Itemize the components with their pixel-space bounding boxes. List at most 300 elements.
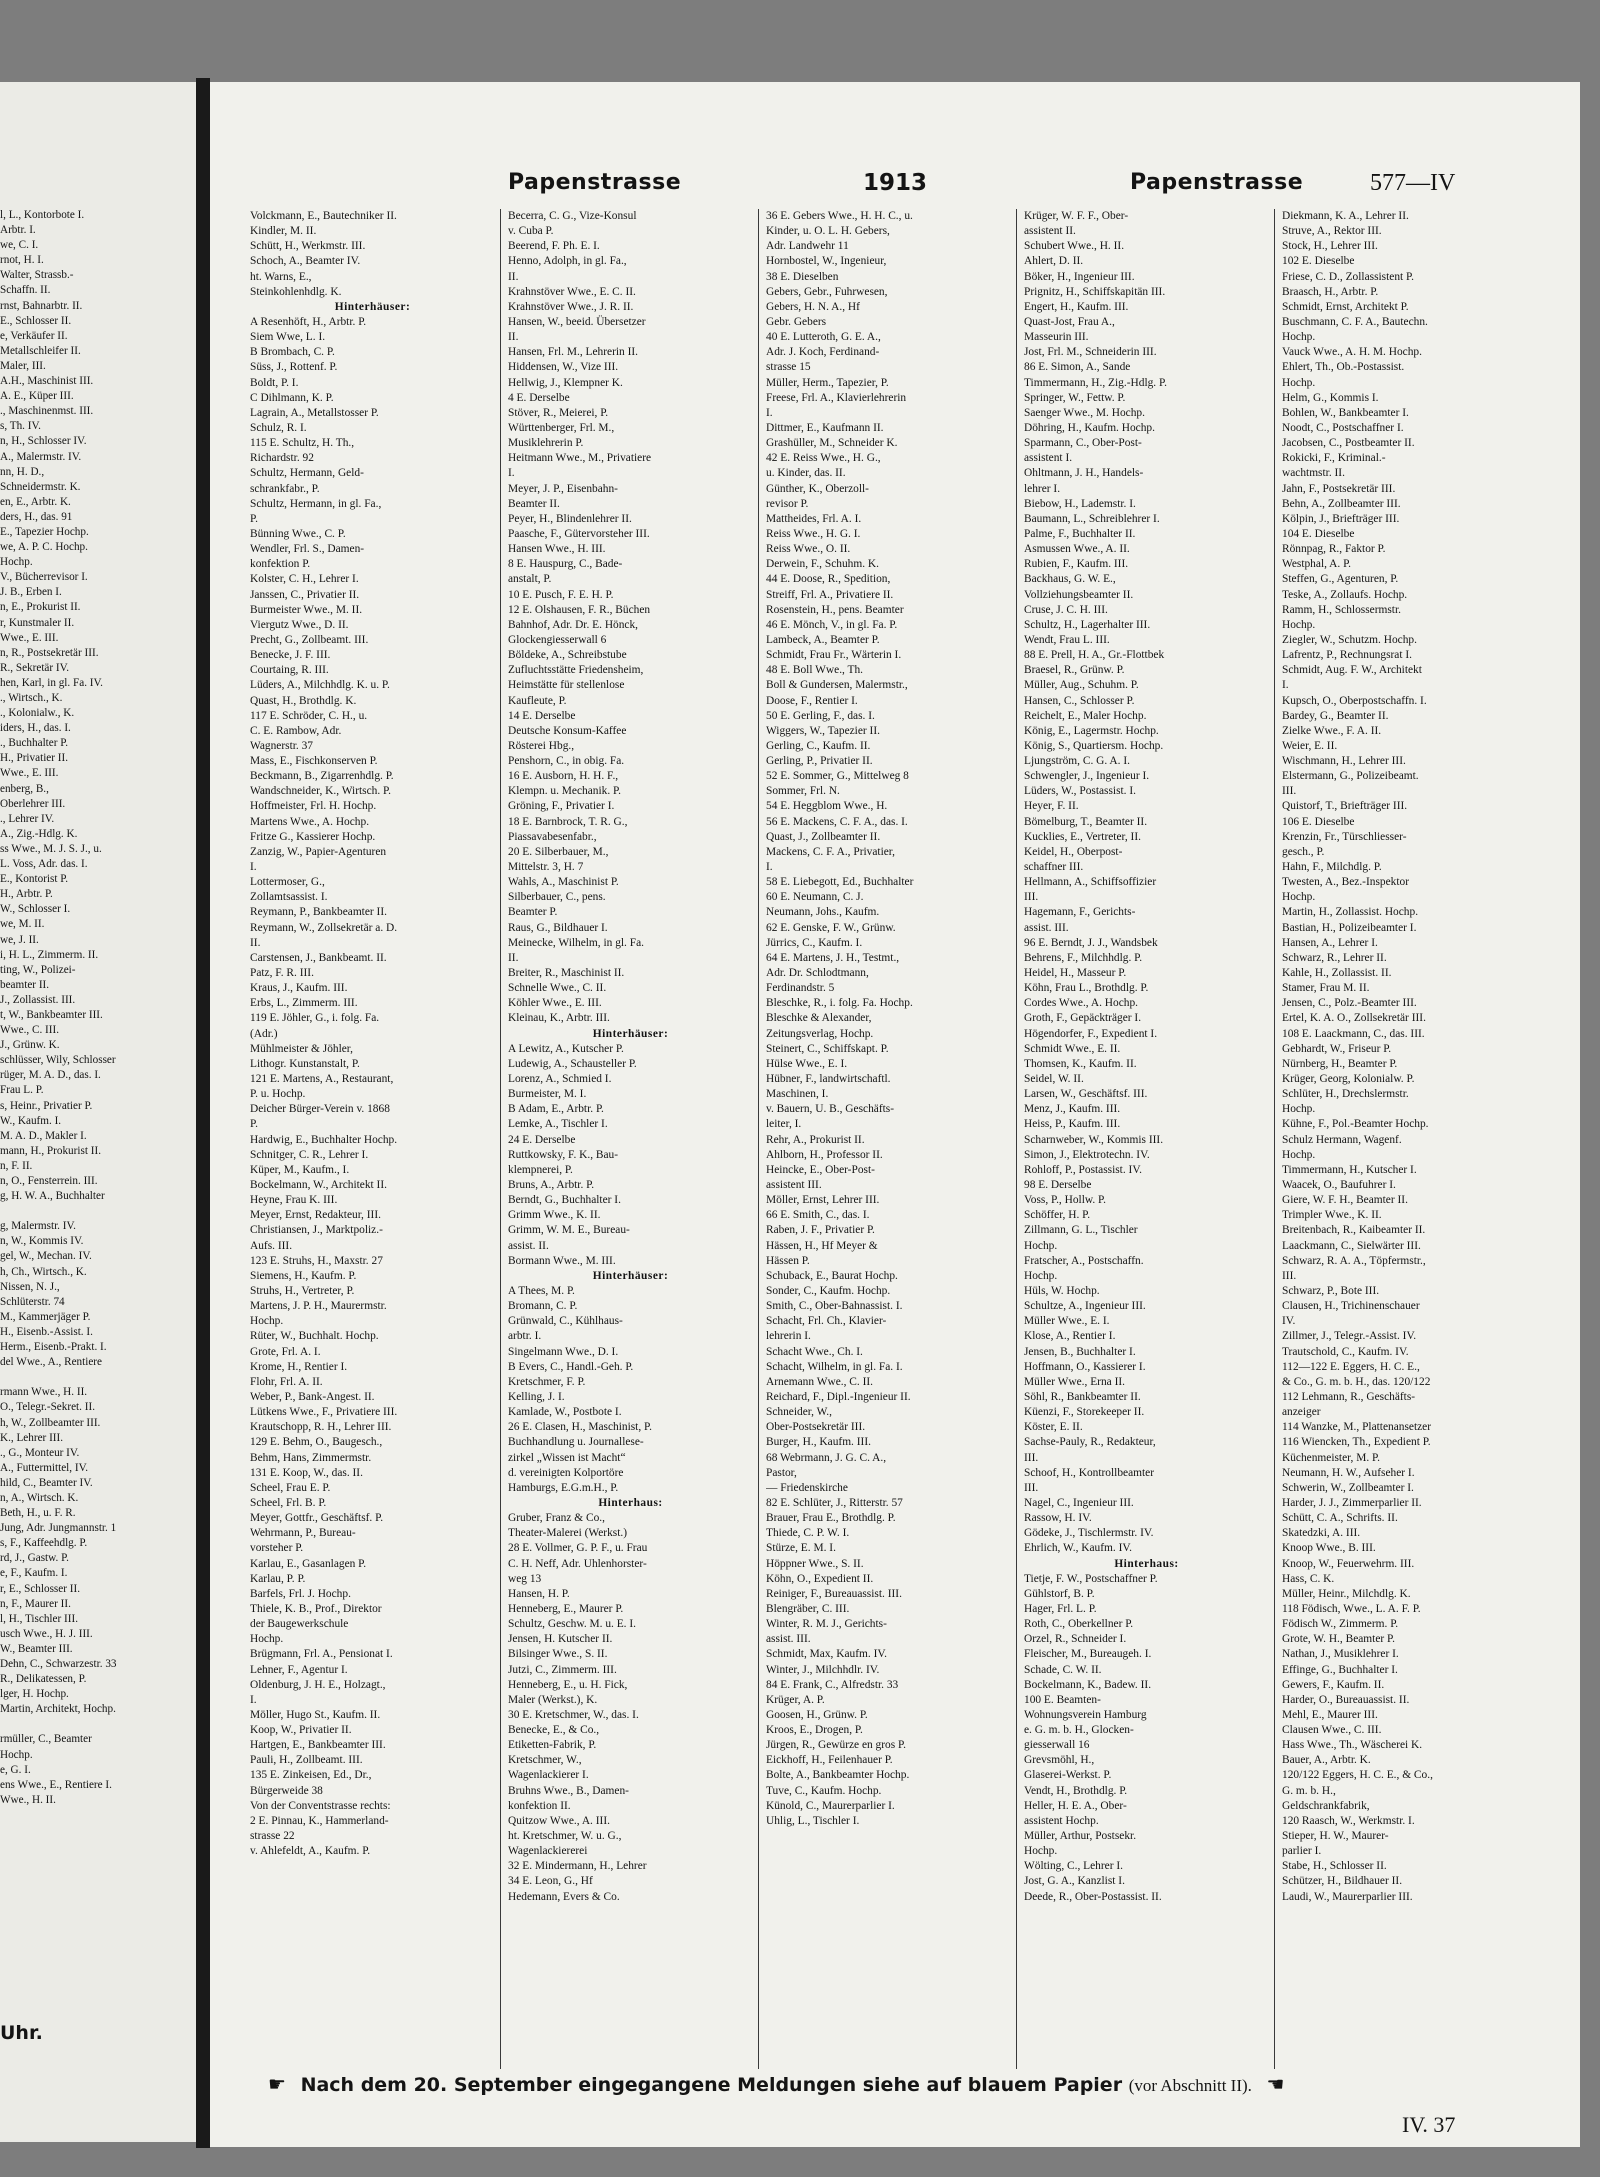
directory-line: 112—122 E. Eggers, H. C. E., <box>1282 1360 1420 1373</box>
directory-page <box>210 82 1580 2147</box>
directory-line: Deutsche Konsum-Kaffee <box>508 724 627 737</box>
directory-line: Erbs, L., Zimmerm. III. <box>250 997 358 1010</box>
directory-line: Hochp. <box>250 1633 284 1646</box>
directory-line: Zillmann, G. L., Tischler <box>1024 1224 1138 1237</box>
directory-line: 40 E. Lutteroth, G. E. A., <box>766 331 881 344</box>
directory-line: Steinkohlenhdlg. K. <box>250 285 342 298</box>
left-page-line: Hochp. <box>0 1748 33 1761</box>
directory-line: Schultz, Hermann, Geld- <box>250 467 364 480</box>
directory-line: A Resenhöft, H., Arbtr. P. <box>250 315 367 328</box>
directory-line: Hinterhäuser: <box>592 1027 669 1040</box>
directory-line: Zillmer, J., Telegr.-Assist. IV. <box>1282 1330 1417 1343</box>
street-name-left: Papenstrasse <box>508 170 682 195</box>
directory-line: Hartgen, E., Bankbeamter III. <box>250 1739 386 1752</box>
directory-line: Heyne, Frau K. III. <box>250 1194 338 1207</box>
directory-line: konfektion II. <box>508 1799 571 1812</box>
directory-line: 129 E. Behm, O., Baugesch., <box>250 1436 383 1449</box>
footer-note-text: Nach dem 20. September eingegangene Meldungen siehe auf blauem Papier <box>300 2074 1123 2096</box>
page-number: IV. 37 <box>1402 2112 1456 2137</box>
directory-line: Steffen, G., Agenturen, P. <box>1282 573 1399 586</box>
directory-line: Arnemann Wwe., C. II. <box>766 1375 874 1388</box>
left-page-line: W., Schlosser I. <box>0 903 71 916</box>
directory-line: Groth, F., Gepäckträger I. <box>1024 1012 1142 1025</box>
directory-line: B Evers, C., Handl.-Geh. P. <box>508 1360 634 1373</box>
directory-line: Wagenlackierer I. <box>508 1769 589 1782</box>
directory-line: Breitenbach, R., Kaibeamter II. <box>1282 1224 1426 1237</box>
directory-line: Hansen, A., Lehrer I. <box>1282 936 1378 949</box>
directory-line: zirkel „Wissen ist Macht“ <box>508 1451 626 1464</box>
directory-line: Lambeck, A., Beamter P. <box>766 633 880 646</box>
left-page-line: Wwe., E. III. <box>0 767 59 780</box>
directory-line: Künold, C., Maurerparlier I. <box>766 1799 895 1812</box>
directory-line: Eickhoff, H., Feilenhauer P. <box>766 1754 893 1767</box>
directory-line: Schwarz, R., Lehrer II. <box>1282 951 1387 964</box>
directory-line: Schade, C. W. II. <box>1024 1663 1102 1676</box>
directory-line: Ehrlich, W., Kaufm. IV. <box>1024 1542 1132 1555</box>
directory-line: Goosen, H., Grünw. P. <box>766 1708 868 1721</box>
directory-line: Schütt, H., Werkmstr. III. <box>250 240 366 253</box>
directory-line: Raben, J. F., Privatier P. <box>766 1224 875 1237</box>
left-page-line: i, H. L., Zimmerm. II. <box>0 948 99 961</box>
directory-line: Beamter P. <box>508 906 558 919</box>
directory-line: Küenzi, F., Storekeeper II. <box>1024 1406 1145 1419</box>
directory-line: Rehr, A., Prokurist II. <box>766 1133 865 1146</box>
directory-line: anstalt, P. <box>508 573 552 586</box>
directory-line: Baumann, L., Schreiblehrer I. <box>1024 512 1160 525</box>
directory-line: A Thees, M. P. <box>508 1284 575 1297</box>
directory-line: III. <box>1024 1451 1039 1464</box>
directory-line: Braasch, H., Arbtr. P. <box>1282 285 1379 298</box>
directory-line: schrankfabr., P. <box>250 482 320 495</box>
directory-line: Wiggers, W., Tapezier II. <box>766 724 880 737</box>
directory-line: 16 E. Ausborn, H. H. F., <box>508 770 619 783</box>
directory-line: III. <box>1024 891 1039 904</box>
directory-line: 68 Webrmann, J. G. C. A., <box>766 1451 887 1464</box>
directory-line: Ferdinandstr. 5 <box>766 982 835 995</box>
left-page-line: enberg, B., <box>0 782 49 795</box>
left-page-line: n, R., Postsekretär III. <box>0 646 99 659</box>
directory-line: v. Cuba P. <box>508 225 554 238</box>
directory-line: Ahlert, D. II. <box>1024 255 1084 268</box>
directory-line: Burmeister Wwe., M. II. <box>250 603 363 616</box>
directory-line: Gödeke, J., Tischlermstr. IV. <box>1024 1527 1154 1540</box>
directory-line: Reichard, F., Dipl.-Ingenieur II. <box>766 1390 911 1403</box>
directory-line: Hinterhäuser: <box>334 300 411 313</box>
directory-line: Gebers, Gebr., Fuhrwesen, <box>766 285 888 298</box>
directory-line: Hansen, Frl. M., Lehrerin II. <box>508 346 639 359</box>
directory-line: Wölting, C., Lehrer I. <box>1024 1860 1124 1873</box>
directory-line: Hansen Wwe., H. III. <box>508 543 606 556</box>
directory-line: Schmidt, Ernst, Architekt P. <box>1282 300 1409 313</box>
directory-line: Biebow, H., Lademstr. I. <box>1024 497 1136 510</box>
directory-line: 121 E. Martens, A., Restaurant, <box>250 1073 394 1086</box>
left-page-line: Walter, Strassb.- <box>0 269 74 282</box>
directory-line: Lütkens Wwe., F., Privatiere III. <box>250 1406 398 1419</box>
directory-line: Fratscher, A., Postschaffn. <box>1024 1254 1144 1267</box>
left-page-line: we, J. II. <box>0 933 39 946</box>
directory-line: Schoch, A., Beamter IV. <box>250 255 361 268</box>
directory-line: Breiter, R., Maschinist II. <box>508 967 625 980</box>
directory-line: Scharnweber, W., Kommis III. <box>1024 1133 1164 1146</box>
directory-line: G. m. b. H., <box>1282 1784 1336 1797</box>
directory-line: Bruhns Wwe., B., Damen- <box>508 1784 629 1797</box>
directory-line: Wehrmann, P., Bureau- <box>250 1527 356 1540</box>
left-page-line: L. Voss, Adr. das. I. <box>0 858 88 871</box>
left-page-line: W., Kaufm. I. <box>0 1114 62 1127</box>
directory-line: Freese, Frl. A., Klavierlehrerin <box>766 391 907 404</box>
left-page-line: ., Kolonialw., K. <box>0 707 75 720</box>
directory-line: Reiss Wwe., H. G. I. <box>766 527 861 540</box>
left-page-line: ., Lehrer IV. <box>0 812 55 825</box>
column-1 <box>250 209 495 2069</box>
directory-line: Hochp. <box>1282 1148 1316 1161</box>
directory-line: Neumann, H. W., Aufseher I. <box>1282 1466 1415 1479</box>
directory-line: Mattheides, Frl. A. I. <box>766 512 862 525</box>
directory-line: C. H. Neff, Adr. Uhlenhorster- <box>508 1557 647 1570</box>
directory-line: C Dihlmann, K. P. <box>250 391 334 404</box>
directory-line: Kolster, C. H., Lehrer I. <box>250 573 359 586</box>
directory-line: Richardstr. 92 <box>250 452 314 465</box>
directory-line: Stöver, R., Meierei, P. <box>508 406 609 419</box>
left-page-line: we, M. II. <box>0 918 45 931</box>
directory-line: Schulz Hermann, Wagenf. <box>1282 1133 1402 1146</box>
directory-line: Hansen, H. P. <box>508 1587 570 1600</box>
directory-line: Kaufleute, P. <box>508 694 567 707</box>
left-page-line: H., Privatier II. <box>0 752 69 765</box>
directory-line: Jutzi, C., Zimmerm. III. <box>508 1663 617 1676</box>
directory-line: Boll & Gundersen, Malermstr., <box>766 679 908 692</box>
left-page-line: iders, H., das. I. <box>0 722 71 735</box>
directory-line: Stabe, H., Schlosser II. <box>1282 1860 1387 1873</box>
directory-line: Gebhardt, W., Friseur P. <box>1282 1042 1392 1055</box>
directory-line: Kretschmer, F. P. <box>508 1375 586 1388</box>
directory-line: Grevsmöhl, H., <box>1024 1754 1095 1767</box>
column-4 <box>1024 209 1269 2069</box>
directory-line: 100 E. Beamten- <box>1024 1693 1101 1706</box>
directory-line: Kahle, H., Zollassist. II. <box>1282 967 1392 980</box>
directory-line: Benecke, E., & Co., <box>508 1724 600 1737</box>
left-page-line: r, Kunstmaler II. <box>0 616 75 629</box>
directory-line: Bastian, H., Polizeibeamter I. <box>1282 921 1417 934</box>
left-page-line: ., Maschinenmst. III. <box>0 405 94 418</box>
left-page-line: Martin, Architekt, Hochp. <box>0 1703 116 1716</box>
directory-line: Meyer, J. P., Eisenbahn- <box>508 482 618 495</box>
directory-line: Bünning Wwe., C. P. <box>250 527 346 540</box>
directory-line: Jensen, B., Buchhalter I. <box>1024 1345 1136 1358</box>
directory-line: Geldschrankfabrik, <box>1282 1799 1370 1812</box>
directory-line: Hahn, F., Milchdlg. P. <box>1282 861 1382 874</box>
directory-line: Maschinen, I. <box>766 1088 829 1101</box>
directory-line: Buschmann, C. F. A., Bautechn. <box>1282 315 1428 328</box>
directory-line: Ehlert, Th., Ob.-Postassist. <box>1282 361 1405 374</box>
directory-line: 119 E. Jöhler, G., i. folg. Fa. <box>250 1012 380 1025</box>
directory-line: Patz, F. R. III. <box>250 967 314 980</box>
footer-note <box>260 2072 1560 2096</box>
directory-line: weg 13 <box>508 1572 542 1585</box>
directory-line: Benecke, J. F. III. <box>250 649 331 662</box>
directory-line: Streiff, Frl. A., Privatiere II. <box>766 588 894 601</box>
directory-line: Lemke, A., Tischler I. <box>508 1118 608 1131</box>
left-page-fragment <box>0 82 198 2142</box>
left-page-line: ., Wirtsch., K. <box>0 692 63 704</box>
directory-line: Jensen, C., Polz.-Beamter III. <box>1282 997 1417 1010</box>
directory-line: Courtaing, R. III. <box>250 664 329 677</box>
directory-line: Böker, H., Ingenieur III. <box>1024 270 1135 283</box>
directory-line: Buchhandlung u. Journallese- <box>508 1436 644 1449</box>
left-page-line: we, A. P. C. Hochp. <box>0 541 88 554</box>
directory-line: Quitzow Wwe., A. III. <box>508 1814 610 1827</box>
directory-line: Glaserei-Werkst. P. <box>1024 1769 1112 1782</box>
directory-line: Timmermann, H., Kutscher I. <box>1282 1163 1417 1176</box>
directory-line: Cruse, J. C. H. III. <box>1024 603 1108 616</box>
directory-line: 42 E. Reiss Wwe., H. G., <box>766 452 881 465</box>
directory-line: 28 E. Vollmer, G. P. F., u. Frau <box>508 1542 648 1555</box>
directory-line: Rüter, W., Buchhalt. Hochp. <box>250 1330 379 1343</box>
directory-line: Bahnhof, Adr. Dr. E. Hönck, <box>508 618 639 631</box>
directory-line: Zeitungsverlag, Hochp. <box>766 1027 874 1040</box>
directory-line: Beckmann, B., Zigarrenhdlg. P. <box>250 770 394 783</box>
directory-line: Hochp. <box>1282 1103 1316 1116</box>
left-page-line: beamter II. <box>0 978 50 991</box>
directory-line: Jost, Frl. M., Schneiderin III. <box>1024 346 1157 359</box>
directory-line: Schacht, Wilhelm, in gl. Fa. I. <box>766 1360 903 1373</box>
directory-line: Nagel, C., Ingenieur III. <box>1024 1496 1134 1509</box>
book-gutter <box>196 78 210 2148</box>
directory-line: Asmussen Wwe., A. II. <box>1024 543 1130 556</box>
directory-line: Skatedzki, A. III. <box>1282 1527 1361 1540</box>
directory-line: Siemens, H., Kaufm. P. <box>250 1269 357 1282</box>
left-page-line: h, W., Zollbeamter III. <box>0 1416 101 1429</box>
directory-line: Müller, Heinr., Milchdlg. K. <box>1282 1587 1411 1600</box>
directory-line: Kelling, J. I. <box>508 1390 565 1403</box>
directory-line: Kühne, F., Pol.-Beamter Hochp. <box>1282 1118 1429 1131</box>
directory-line: 60 E. Neumann, C. J. <box>766 891 864 904</box>
left-page-line: g, H. W. A., Buchhalter <box>0 1190 105 1203</box>
directory-line: Württenberger, Frl. M., <box>508 421 615 434</box>
directory-line: Ramm, H., Schlossermstr. <box>1282 603 1401 616</box>
left-page-line: hen, Karl, in gl. Fa. IV. <box>0 676 103 689</box>
directory-line: Roth, C., Oberkellner P. <box>1024 1618 1134 1631</box>
directory-line: 120 Raasch, W., Werkmstr. I. <box>1282 1814 1415 1827</box>
directory-line: Peyer, H., Blindenlehrer II. <box>508 512 632 525</box>
directory-line: Trimpler Wwe., K. II. <box>1282 1209 1382 1222</box>
left-page-line: A., Zig.-Hdlg. K. <box>0 827 78 840</box>
directory-line: Stieper, H. W., Maurer- <box>1282 1830 1389 1843</box>
directory-line: Helm, G., Kommis I. <box>1282 391 1379 404</box>
left-page-line: s, F., Kaffeehdlg. P. <box>0 1537 88 1550</box>
directory-line: Beamter II. <box>508 497 560 510</box>
directory-line: Westphal, A. P. <box>1282 558 1352 571</box>
directory-line: 102 E. Dieselbe <box>1282 255 1355 268</box>
directory-line: Behm, Hans, Zimmermstr. <box>250 1451 372 1464</box>
directory-line: 64 E. Martens, J. H., Testmt., <box>766 951 900 964</box>
directory-line: Uhlig, L., Tischler I. <box>766 1814 860 1827</box>
directory-line: Hiddensen, W., Vize III. <box>508 361 619 374</box>
left-page-line: E., Schlosser II. <box>0 314 72 327</box>
directory-line: Vollziehungsbeamter II. <box>1024 588 1134 601</box>
directory-line: Gerling, P., Privatier II. <box>766 755 873 768</box>
directory-line: Böldeke, A., Schreibstube <box>508 649 627 662</box>
directory-line: 8 E. Hauspurg, C., Bade- <box>508 558 623 571</box>
left-page-line: Wwe., E. III. <box>0 631 59 644</box>
directory-line: lehrerin I. <box>766 1330 811 1343</box>
directory-line: Brügmann, Frl. A., Pensionat I. <box>250 1648 393 1661</box>
directory-line: Menz, J., Kaufm. III. <box>1024 1103 1121 1116</box>
directory-line: Sparmann, C., Ober-Post- <box>1024 437 1142 450</box>
directory-line: Adr. Landwehr 11 <box>766 240 849 253</box>
directory-line: Behrens, F., Milchhdlg. P. <box>1024 951 1143 964</box>
directory-line: Singelmann Wwe., D. I. <box>508 1345 619 1358</box>
left-page-line: n, F. II. <box>0 1159 33 1172</box>
directory-line: 12 E. Olshausen, F. R., Büchen <box>508 603 651 616</box>
directory-line: Musiklehrerin P. <box>508 437 584 450</box>
left-page-line: J., Grünw. K. <box>0 1039 60 1052</box>
directory-line: Hansen, W., beeid. Übersetzer <box>508 315 646 328</box>
directory-line: Gebers, H. N. A., Hf <box>766 300 860 313</box>
directory-line: leiter, I. <box>766 1118 802 1131</box>
directory-line: Ober-Postsekretär III. <box>766 1421 866 1434</box>
directory-line: Maler (Werkst.), K. <box>508 1693 598 1706</box>
directory-line: Grimm, W. M. E., Bureau- <box>508 1224 630 1237</box>
directory-line: Quast-Jost, Frau A., <box>1024 315 1115 328</box>
left-page-line: we, C. I. <box>0 239 39 252</box>
pointing-hand-icon: ☚ <box>1266 2072 1285 2096</box>
directory-line: Krüger, W. F. F., Ober- <box>1024 210 1129 222</box>
directory-line: Heidel, H., Masseur P. <box>1024 967 1127 980</box>
directory-line: 120/122 Eggers, H. C. E., & Co., <box>1282 1769 1433 1782</box>
directory-line: Schwengler, J., Ingenieur I. <box>1024 770 1150 783</box>
directory-line: Adr. Dr. Schlodtmann, <box>766 967 869 980</box>
left-page-line: ens Wwe., E., Rentiere I. <box>0 1778 112 1791</box>
directory-line: schaffner III. <box>1024 861 1084 874</box>
directory-line: Lottermoser, G., <box>250 876 325 889</box>
directory-line: I. <box>766 861 773 874</box>
directory-line: 14 E. Derselbe <box>508 709 576 722</box>
directory-line: Rassow, H. IV. <box>1024 1512 1092 1525</box>
directory-line: (Adr.) <box>250 1027 278 1040</box>
directory-line: Giere, W. F. H., Beamter II. <box>1282 1194 1408 1207</box>
directory-line: Bardey, G., Beamter II. <box>1282 709 1389 722</box>
directory-line: Sonder, C., Kaufm. Hochp. <box>766 1284 891 1297</box>
directory-line: Jost, G. A., Kanzlist I. <box>1024 1875 1125 1888</box>
directory-line: & Co., G. m. b. H., das. 120/122 <box>1282 1375 1431 1388</box>
directory-line: Wandschneider, K., Wirtsch. P. <box>250 785 391 798</box>
directory-line: Wagenlackiererei <box>508 1845 588 1858</box>
directory-line: Gebr. Gebers <box>766 315 827 328</box>
directory-line: Smith, C., Ober-Bahnassist. I. <box>766 1300 903 1313</box>
directory-line: III. <box>1282 785 1297 798</box>
directory-line: Grünwald, C., Kühlhaus- <box>508 1315 623 1328</box>
directory-line: 48 E. Boll Wwe., Th. <box>766 664 864 677</box>
directory-line: Noodt, C., Postschaffner I. <box>1282 421 1404 434</box>
left-page-line: A., Futtermittel, IV. <box>0 1461 89 1474</box>
directory-line: Oldenburg, J. H. E., Holzagt., <box>250 1678 386 1691</box>
directory-line: Deede, R., Ober-Postassist. II. <box>1024 1890 1162 1903</box>
directory-line: d. vereinigten Kolportöre <box>508 1466 624 1479</box>
directory-line: Reiss Wwe., O. II. <box>766 543 851 556</box>
directory-line: Laackmann, C., Sielwärter III. <box>1282 1239 1421 1252</box>
left-page-line: H., Arbtr. P. <box>0 888 53 901</box>
directory-line: 2 E. Pinnau, K., Hammerland- <box>250 1814 389 1827</box>
directory-line: Köster, E. II. <box>1024 1421 1083 1434</box>
directory-line: Karlau, E., Gasanlagen P. <box>250 1557 367 1570</box>
directory-line: Grote, W. H., Beamter P. <box>1282 1633 1395 1646</box>
left-page-line: en, E., Arbtr. K. <box>0 495 71 508</box>
directory-line: Waacek, O., Baufuhrer I. <box>1282 1179 1396 1191</box>
directory-line: Hinterhaus: <box>598 1496 663 1509</box>
directory-line: 131 E. Koop, W., das. II. <box>250 1466 363 1479</box>
column-divider <box>1016 209 1017 2069</box>
directory-line: Beerend, F. Ph. E. I. <box>508 240 600 253</box>
directory-line: Jensen, H. Kutscher II. <box>508 1633 613 1646</box>
directory-line: 66 E. Smith, C., das. I. <box>766 1209 870 1222</box>
directory-line: Ruttkowsky, F. K., Bau- <box>508 1148 619 1161</box>
directory-line: Schöffer, H. P. <box>1024 1209 1091 1222</box>
directory-line: Sommer, Frl. N. <box>766 785 840 798</box>
directory-line: Heincke, E., Ober-Post- <box>766 1163 875 1176</box>
directory-line: Kraus, J., Kaufm. III. <box>250 982 348 995</box>
directory-line: Hässen P. <box>766 1254 810 1267</box>
directory-line: 26 E. Clasen, H., Maschinist, P. <box>508 1421 652 1434</box>
directory-line: König, E., Lagermstr. Hochp. <box>1024 724 1159 737</box>
left-page-footer: Uhr. <box>0 2022 43 2044</box>
directory-line: Reymann, P., Bankbeamter II. <box>250 906 387 919</box>
directory-line: Hardwig, E., Buchhalter Hochp. <box>250 1133 398 1146</box>
directory-line: Effinge, G., Buchhalter I. <box>1282 1663 1398 1676</box>
directory-line: Backhaus, G. W. E., <box>1024 573 1116 586</box>
directory-line: I. <box>508 467 515 480</box>
directory-line: Winter, J., Milchhdlr. IV. <box>766 1663 880 1676</box>
directory-line: Küchenmeister, M. P. <box>1282 1451 1380 1464</box>
left-page-line: e, G. I. <box>0 1763 31 1776</box>
directory-line: Grashüller, M., Schneider K. <box>766 437 898 450</box>
directory-line: Harder, O., Bureauassist. II. <box>1282 1693 1410 1706</box>
directory-line: Ziegler, W., Schutzm. Hochp. <box>1282 633 1417 646</box>
directory-line: Döhring, H., Kaufm. Hochp. <box>1024 421 1155 434</box>
directory-line: Schmidt, Frau Fr., Wärterin I. <box>766 649 902 662</box>
directory-line: III. <box>1024 1481 1039 1494</box>
page-reference: 577—IV <box>1370 170 1456 196</box>
directory-line: Küper, M., Kaufm., I. <box>250 1163 350 1176</box>
directory-line: Lüders, A., Milchhdlg. K. u. P. <box>250 679 390 692</box>
directory-line: 44 E. Doose, R., Spedition, <box>766 573 891 586</box>
directory-line: Hellmann, A., Schiffsoffizier <box>1024 876 1157 889</box>
directory-line: assist. II. <box>508 1239 549 1252</box>
directory-line: Hochp. <box>1024 1239 1058 1252</box>
left-page-line: Herm., Eisenb.-Prakt. I. <box>0 1341 107 1354</box>
directory-line: Schulz, R. I. <box>250 421 307 434</box>
directory-line: Gerling, C., Kaufm. II. <box>766 739 871 752</box>
directory-line: Sachse-Pauly, R., Redakteur, <box>1024 1436 1156 1449</box>
directory-line: Lehner, F., Agentur I. <box>250 1663 348 1676</box>
directory-line: Volckmann, E., Bautechniker II. <box>250 210 397 222</box>
directory-line: Hellwig, J., Klempner K. <box>508 376 623 389</box>
directory-line: Lafrentz, P., Rechnungsrat I. <box>1282 649 1413 662</box>
directory-line: Süss, J., Rottenf. P. <box>250 361 338 374</box>
directory-line: assistent I. <box>1024 452 1073 465</box>
directory-line: Krahnstöver Wwe., J. R. II. <box>508 300 634 313</box>
directory-line: Berndt, G., Buchhalter I. <box>508 1194 621 1207</box>
directory-line: 88 E. Prell, H. A., Gr.-Flottbek <box>1024 649 1165 662</box>
directory-line: Hochp. <box>1024 1845 1058 1858</box>
left-page-line: e, Verkäufer II. <box>0 329 68 342</box>
directory-line: Reichelt, E., Maler Hochp. <box>1024 709 1147 722</box>
directory-line: Schwarz, R. A. A., Töpfermstr., <box>1282 1254 1426 1267</box>
directory-line: Schütt, C. A., Schrifts. II. <box>1282 1512 1398 1525</box>
left-page-line: J., Zollassist. III. <box>0 993 76 1006</box>
directory-line: II. <box>508 951 519 964</box>
directory-line: Lithogr. Kunstanstalt, P. <box>250 1057 360 1070</box>
